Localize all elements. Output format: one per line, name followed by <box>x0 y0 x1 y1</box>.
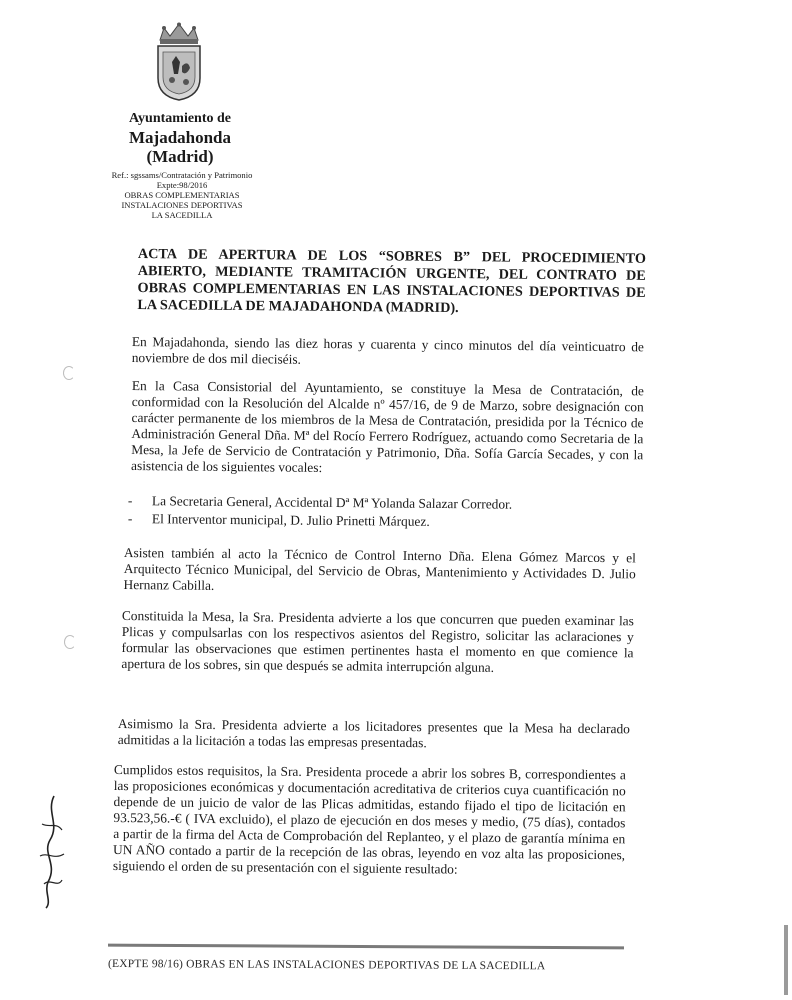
reference-line: Expte:98/2016 <box>156 180 208 190</box>
body-paragraph: Constituida la Mesa, la Sra. Presidenta advierte a los que concurren que pueden examinar las Plicas y compulsarlas con los respectivos asientos del Registro, solicitar las aclaraciones y formular las observaciones que estimen pertinentes hasta el momento en que comience la apertura de los sobres, sin que después se admita interrupción alguna. <box>121 608 634 675</box>
list-marker: - <box>127 511 133 527</box>
reference-line: OBRAS COMPLEMENTARIAS <box>124 190 240 200</box>
document-title: ACTA DE APERTURA DE LOS “SOBRES B” DEL PROCEDIMIENTO ABIERTO, MEDIANTE TRAMITACIÓN URGENTE, DEL CONTRATO DE OBRAS COMPLEMENTARIAS EN LAS INSTALACIONES DEPORTIVAS DE LA SACEDILLA DE MAJADAHONDA (MADRID). <box>137 246 646 317</box>
vocal-list-item <box>128 493 568 513</box>
coat-of-arms-logo <box>150 22 208 102</box>
body-paragraph: En Majadahonda, siendo las diez horas y cuarenta y cinco minutos del día veinticuatro de noviembre de dos mil dieciséis. <box>131 334 644 367</box>
punch-hole-mark <box>64 635 76 649</box>
vocal-text: El Interventor municipal, D. Julio Prinetti Márquez. <box>151 511 430 529</box>
footer-rule <box>108 944 624 950</box>
footer-text: (EXPTE 98/16) OBRAS EN LAS INSTALACIONES DEPORTIVAS DE LA SACEDILLA <box>107 958 546 973</box>
handwritten-signature <box>36 794 68 910</box>
org-name-line3: (Madrid) <box>146 147 214 166</box>
body-paragraph: Asisten también al acto la Técnico de Control Interno Dña. Elena Gómez Marcos y el Arquitecto Técnico Municipal, del Servicio de Obras, Mantenimiento y Actividades D. Julio Hernanz Cabilla. <box>123 545 636 593</box>
body-paragraph: Asimismo la Sra. Presidenta advierte a los licitadores presentes que la Mesa ha declarado admitidas a la licitación a todas las empresas presentadas. <box>117 716 630 751</box>
list-marker: - <box>127 493 133 509</box>
vocal-list-item <box>128 511 568 531</box>
org-name-line1: Ayuntamiento de <box>128 111 232 126</box>
body-paragraph: Cumplidos estos requisitos, la Sra. Presidenta procede a abrir los sobres B, correspondientes a las proposiciones económicas y documentación acreditativa de criterios cuya cuantificación no depende de un juicio de valor de las Plicas admitidas, estando fijado el tipo de licitación en 93.523,56.-€ ( IVA excluido), el plazo de ejecución en dos meses y medio, (75 días), contados a partir de la firma del Acta de Comprobación del Replanteo, y el plazo de garantía mínima en UN AÑO contado a partir de la recepción de las obras, leyendo en voz alta las proposiciones, siguiendo el orden de su presentación con el siguiente resultado: <box>112 762 626 877</box>
punch-hole-mark <box>63 366 75 380</box>
vocal-text: La Secretaria General, Accidental Dª Mª Yolanda Salazar Corredor. <box>151 493 513 512</box>
reference-line: Ref.: sgssams/Contratación y Patrimonio <box>111 170 253 180</box>
org-name-line2: Majadahonda <box>128 128 232 147</box>
reference-line: LA SACEDILLA <box>151 210 213 220</box>
reference-line: INSTALACIONES DEPORTIVAS <box>121 200 243 210</box>
body-paragraph: En la Casa Consistorial del Ayuntamiento, se constituye la Mesa de Contratación, de conformidad con la Resolución del Alcalde nº 457/16, de 9 de Marzo, sobre designación con carácter permanente de los miembros de la Mesa de Contratación, presidida por la Técnico de Administración General Dña. Mª del Rocío Ferrero Rodríguez, actuando como Secretaria de la Mesa, la Jefe de Servicio de Contratación y Patrimonio, Dña. Sofía García Secades, y con la asistencia de los siguientes vocales: <box>131 378 644 475</box>
scan-edge-mark <box>784 925 788 995</box>
